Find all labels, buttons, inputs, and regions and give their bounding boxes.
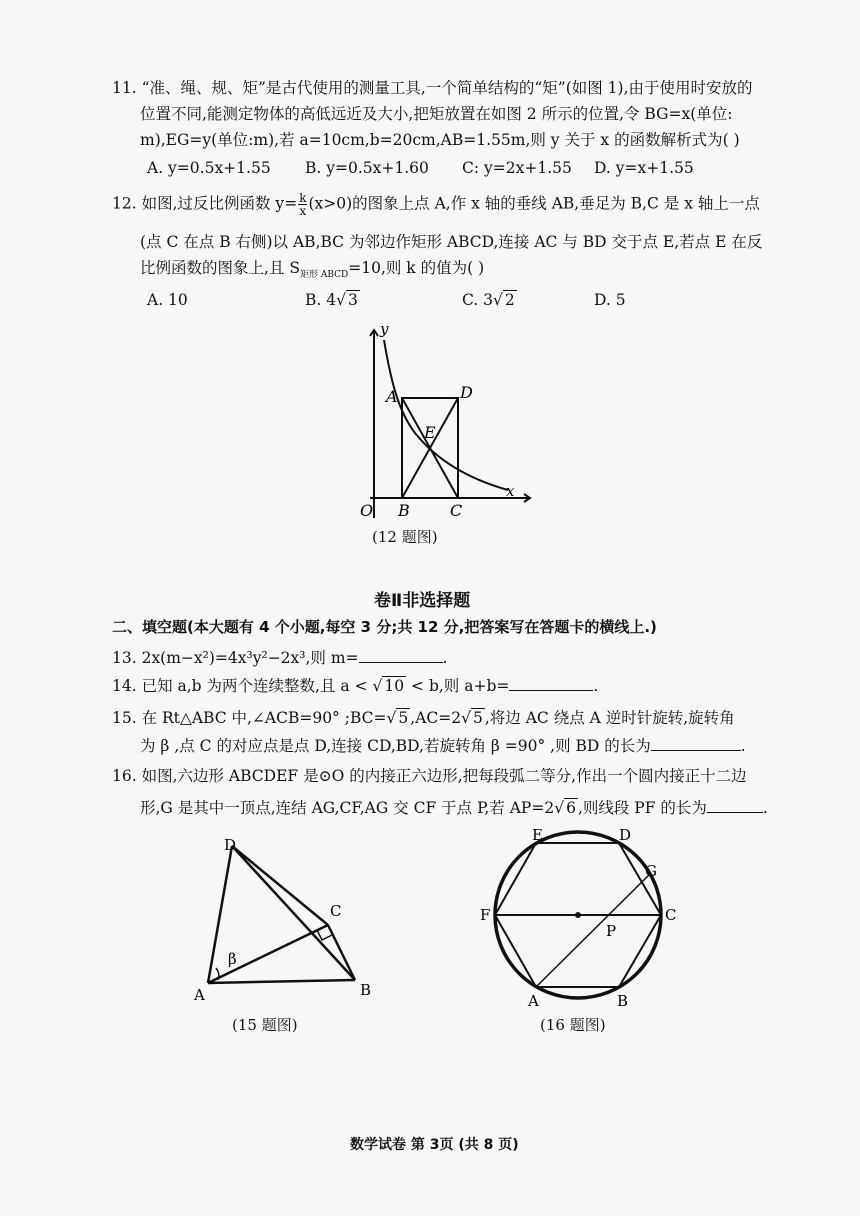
answer-blank — [509, 676, 593, 691]
radicand: 6 — [566, 799, 576, 817]
point-d-label: D — [460, 383, 473, 402]
q12-option-c — [462, 290, 517, 310]
q12-line3-end: =10,则 k 的值为( ) — [348, 259, 485, 277]
q15-line1-mid: ,AC=2 — [410, 709, 462, 727]
q12-option-b — [305, 290, 360, 310]
q11-line2: 位置不同,能测定物体的高低远近及大小,把矩放置在如图 2 所示的位置,令 BG=x(单位: — [140, 105, 733, 123]
q16-line1: 16. 如图,六边形 ABCDEF 是⊙O 的内接正六边形,把每段弧二等分,作出一个圆内接正十二边 — [112, 767, 747, 785]
q15-line2-end: . — [740, 737, 746, 755]
q12-line2: (点 C 在点 B 右侧)以 AB,BC 为邻边作矩形 ABCD,连接 AC 与 BD 交于点 E,若点 E 在反 — [140, 233, 763, 251]
answer-blank — [359, 648, 443, 663]
q12-line3 — [140, 258, 484, 285]
figure-15 — [180, 830, 380, 1010]
radicand: 3 — [348, 291, 358, 309]
figure-16 — [480, 826, 690, 1011]
center-point — [575, 912, 581, 918]
x-axis-label: x — [506, 482, 515, 500]
q12-line1 — [112, 192, 760, 217]
q16-end: . — [762, 799, 768, 817]
q15-line1 — [112, 708, 735, 728]
q12-fraction — [298, 192, 307, 217]
answer-blank — [707, 798, 763, 813]
q15-line1-start: 15. 在 Rt△ABC 中,∠ACB=90° ;BC= — [112, 709, 387, 727]
answer-blank — [651, 736, 741, 751]
point-a-label: A — [386, 387, 398, 406]
q15-line1-end: ,将边 AC 绕点 A 逆时针旋转,旋转角 — [484, 709, 735, 727]
q12-option-d: D. 5 — [594, 291, 626, 309]
q14-text-end: < b,则 a+b= — [411, 677, 510, 695]
y-axis-label: y — [380, 320, 389, 338]
q14-end: . — [593, 677, 599, 695]
q15-line2-text: 为 β ,点 C 的对应点是点 D,连接 CD,BD,若旋转角 β =90° ,则 BD 的长为 — [140, 737, 651, 755]
segment-ag — [536, 874, 650, 987]
segment-ab — [208, 980, 355, 983]
point-f-label: F — [480, 906, 491, 924]
segment-dc — [232, 846, 328, 925]
point-a-label: A — [194, 986, 205, 1004]
point-e-label: E — [532, 826, 543, 844]
radicand: 2 — [504, 291, 515, 309]
sqrt-symbol: √ 10 — [372, 677, 405, 695]
q12-option-a: A. 10 — [147, 291, 188, 309]
radicand: 5 — [472, 709, 483, 727]
q11-line1: 11. “准、绳、规、矩”是古代使用的测量工具,一个简单结构的“矩”(如图 1),由于使用时安放的 — [112, 79, 753, 97]
part2-title: 卷Ⅱ非选择题 — [374, 591, 471, 611]
q13-end: . — [442, 649, 448, 667]
q11-option-b: B. y=0.5x+1.60 — [305, 159, 429, 177]
point-c-label: C — [330, 902, 342, 920]
q16-line2 — [140, 798, 768, 818]
sqrt-symbol: √ 3 — [336, 291, 358, 309]
q12-subscript: 矩形 ABCD — [299, 270, 349, 281]
q11-option-d: D. y=x+1.55 — [594, 159, 694, 177]
sqrt-symbol: √ 5 — [461, 709, 483, 727]
q14-text-start: 14. 已知 a,b 为两个连续整数,且 a < — [112, 677, 368, 695]
section2-heading: 二、填空题(本大题有 4 个小题,每空 3 分;共 12 分,把答案写在答题卡的横线上.) — [112, 618, 657, 636]
origin-label: O — [360, 501, 374, 520]
q16-line2-start: 形,G 是其中一顶点,连结 AG,CF,AG 交 CF 于点 P,若 AP=2 — [140, 799, 555, 817]
figure-12 — [340, 318, 540, 528]
sqrt-symbol: √ 5 — [386, 709, 409, 727]
q14 — [112, 676, 598, 696]
q11-option-c: C: y=2x+1.55 — [462, 159, 572, 177]
right-angle-mark — [317, 930, 332, 940]
q12-line1-start: 12. 如图,过反比例函数 y= — [112, 194, 298, 213]
figure-12-caption: (12 题图) — [372, 528, 438, 546]
point-b-label: B — [617, 992, 629, 1010]
q13 — [112, 648, 447, 668]
q11-line3: m),EG=y(单位:m),若 a=10cm,b=20cm,AB=1.55m,则 y 关于 x 的函数解析式为( ) — [140, 131, 740, 149]
fraction-denominator: x — [299, 204, 307, 218]
q15-line2 — [140, 736, 746, 756]
point-c-label: C — [665, 906, 677, 924]
point-c-label: C — [450, 501, 463, 520]
point-p-label: P — [606, 922, 617, 940]
fraction-numerator: k — [299, 191, 307, 205]
radicand: 5 — [398, 709, 409, 727]
page-footer: 数学试卷 第 3页 (共 8 页) — [350, 1137, 519, 1153]
segment-cb — [328, 925, 355, 980]
q12-option-c-coef: C. 3 — [462, 291, 494, 309]
point-g-label: G — [645, 862, 657, 880]
q16-line2-end: ,则线段 PF 的长为 — [577, 799, 707, 817]
q12-line3-start: 比例函数的图象上,且 S — [140, 259, 300, 277]
q13-text: 13. 2x(m−x²)=4x³y²−2x³,则 m= — [112, 649, 359, 667]
q11-option-a: A. y=0.5x+1.55 — [147, 159, 271, 177]
figure-16-caption: (16 题图) — [540, 1016, 606, 1034]
point-d-label: D — [619, 826, 632, 844]
point-b-label: B — [398, 501, 410, 520]
segment-ac — [208, 925, 328, 983]
point-a-label: A — [528, 992, 539, 1010]
q12-line1-end: (x>0)的图象上点 A,作 x 轴的垂线 AB,垂足为 B,C 是 x 轴上一点 — [308, 194, 760, 213]
q12-option-b-coef: B. 4 — [305, 291, 337, 309]
point-b-label: B — [360, 981, 372, 999]
sqrt-symbol: √ 2 — [493, 291, 515, 309]
sqrt-symbol: √ 6 — [554, 799, 576, 817]
figure-15-caption: (15 题图) — [232, 1016, 298, 1034]
point-d-label: D — [224, 836, 237, 854]
point-e-label: E — [424, 423, 436, 442]
angle-beta-label: β — [228, 950, 237, 968]
radicand: 10 — [384, 677, 405, 695]
